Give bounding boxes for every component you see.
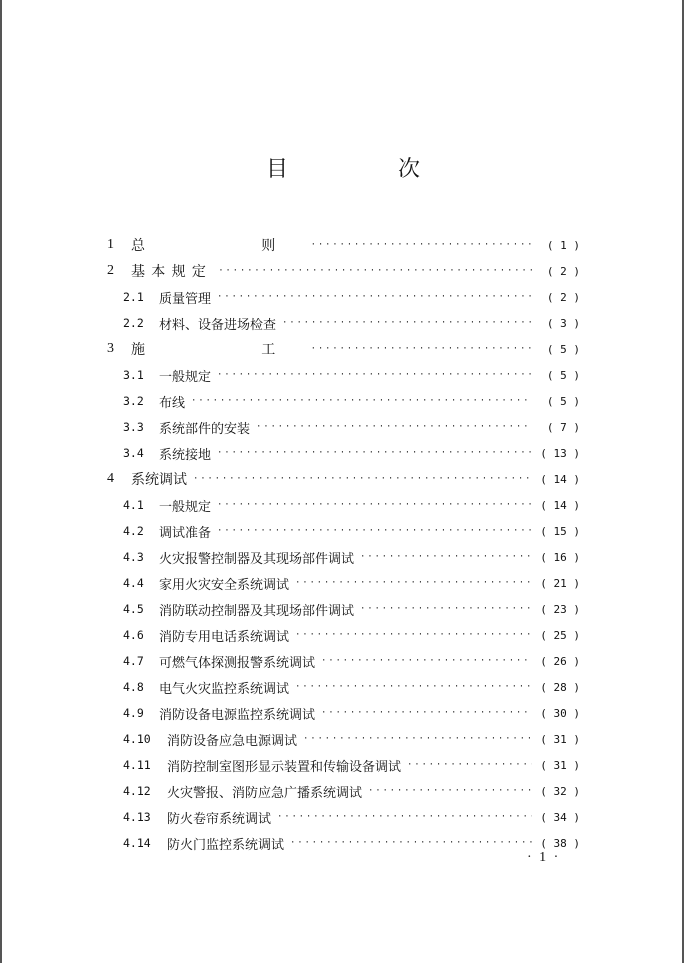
toc-entry-number: 3.1: [123, 368, 144, 382]
toc-leader-dots: [193, 474, 532, 484]
toc-entry-page: ( 14 ): [540, 498, 580, 512]
toc-entry-number: 4.11: [123, 758, 151, 772]
toc-leader-dots: [295, 682, 532, 692]
toc-entry-title: 一般规定: [159, 369, 212, 385]
toc-leader-dots: [217, 448, 532, 458]
toc-leader-dots: [217, 526, 532, 536]
toc-entry-title: 材料、设备进场检查: [159, 317, 277, 333]
toc-entry-page: ( 26 ): [540, 654, 580, 668]
toc-entry-title: 火灾报警控制器及其现场部件调试: [159, 551, 355, 567]
toc-leader-dots: [303, 734, 532, 744]
toc-entry-title: 布线: [159, 395, 186, 411]
page-number: · 1 ·: [527, 850, 561, 865]
toc-entry-number: 4.7: [123, 654, 144, 668]
toc-entry-4-11[interactable]: [123, 752, 580, 778]
toc-entry-number: 2.2: [123, 316, 144, 330]
toc-entry-number: 2.1: [123, 290, 144, 304]
toc-entry-page: ( 7 ): [546, 420, 580, 434]
toc-entry-number: 4.12: [123, 784, 151, 798]
toc-entry-title: 质量管理: [159, 291, 212, 307]
page-title: 目 次: [265, 157, 464, 182]
toc-entry-4-5[interactable]: [123, 596, 580, 622]
toc-entry-page: ( 15 ): [540, 524, 580, 538]
toc-entry-title: 调试准备: [159, 525, 212, 541]
toc-entry-3-4[interactable]: [123, 440, 580, 466]
toc-entry-number: 3.4: [123, 446, 144, 460]
toc-entry-page: ( 1 ): [546, 238, 580, 252]
toc-entry-page: ( 21 ): [540, 576, 580, 590]
toc-entry-title: 系统调试: [131, 472, 187, 488]
toc-entry-page: ( 14 ): [540, 472, 580, 486]
toc-entry-4[interactable]: [107, 466, 580, 492]
toc-entry-number: 4.3: [123, 550, 144, 564]
toc-entry-4-13[interactable]: [123, 804, 580, 830]
toc-entry-title: 家用火灾安全系统调试: [159, 577, 290, 593]
toc-entry-number: 4.8: [123, 680, 144, 694]
toc-entry-title: 基本规定: [131, 264, 213, 280]
toc-leader-dots: [218, 266, 532, 276]
toc-entry-page: ( 25 ): [540, 628, 580, 642]
toc-entry-title: 消防联动控制器及其现场部件调试: [159, 603, 355, 619]
toc-leader-dots: [290, 838, 532, 848]
toc-entry-number: 3: [107, 341, 114, 356]
toc-leader-dots: [321, 708, 532, 718]
toc-entry-3-1[interactable]: [123, 362, 580, 388]
toc-entry-number: 4.4: [123, 576, 144, 590]
toc-entry-number: 2: [107, 263, 114, 278]
toc-entry-title: 系统接地: [159, 447, 212, 463]
toc-leader-dots: [256, 422, 532, 432]
toc-entry-4-9[interactable]: [123, 700, 580, 726]
toc-entry-page: ( 5 ): [546, 368, 580, 382]
toc-entry-page: ( 30 ): [540, 706, 580, 720]
toc-entry-3-3[interactable]: [123, 414, 580, 440]
toc-entry-title: 消防设备应急电源调试: [167, 733, 298, 749]
toc-leader-dots: [311, 344, 532, 354]
toc-entry-number: 4.2: [123, 524, 144, 538]
toc-entry-page: ( 13 ): [540, 446, 580, 460]
toc-leader-dots: [368, 786, 532, 796]
toc-entry-title: 电气火灾监控系统调试: [159, 681, 290, 697]
toc-entry-number: 4.1: [123, 498, 144, 512]
toc-entry-4-1[interactable]: [123, 492, 580, 518]
toc-entry-4-7[interactable]: [123, 648, 580, 674]
toc-entry-number: 1: [107, 237, 114, 252]
toc-leader-dots: [217, 500, 532, 510]
toc-entry-title: 消防专用电话系统调试: [159, 629, 290, 645]
toc-leader-dots: [360, 552, 532, 562]
toc-entry-title: 防火门监控系统调试: [167, 837, 285, 853]
toc-entry-title: 可燃气体探测报警系统调试: [159, 655, 316, 671]
toc-entry-4-3[interactable]: [123, 544, 580, 570]
toc-entry-4-8[interactable]: [123, 674, 580, 700]
toc-entry-title: 防火卷帘系统调试: [167, 811, 272, 827]
toc-entry-page: ( 38 ): [540, 836, 580, 850]
toc-entry-1[interactable]: [107, 232, 580, 258]
toc-entry-page: ( 5 ): [546, 394, 580, 408]
toc-entry-2-1[interactable]: [123, 284, 580, 310]
toc-leader-dots: [217, 292, 532, 302]
toc-entry-2[interactable]: [107, 258, 580, 284]
toc-entry-4-12[interactable]: [123, 778, 580, 804]
toc-entry-page: ( 32 ): [540, 784, 580, 798]
toc-entry-4-10[interactable]: [123, 726, 580, 752]
toc-entry-page: ( 16 ): [540, 550, 580, 564]
toc-entry-4-6[interactable]: [123, 622, 580, 648]
toc-entry-page: ( 3 ): [546, 316, 580, 330]
toc-entry-number: 4.13: [123, 810, 151, 824]
toc-leader-dots: [311, 240, 532, 250]
toc-entry-page: ( 28 ): [540, 680, 580, 694]
toc-entry-4-14[interactable]: [123, 830, 580, 856]
toc-entry-page: ( 5 ): [546, 342, 580, 356]
toc-entry-page: ( 2 ): [546, 264, 580, 278]
toc-leader-dots: [191, 396, 532, 406]
toc-leader-dots: [295, 630, 532, 640]
toc-entry-title: 一般规定: [159, 499, 212, 515]
toc-entry-number: 4.10: [123, 732, 151, 746]
toc-entry-2-2[interactable]: [123, 310, 580, 336]
toc-entry-number: 4: [107, 471, 114, 486]
toc-leader-dots: [282, 318, 532, 328]
toc-entry-number: 4.14: [123, 836, 151, 850]
toc-entry-number: 4.5: [123, 602, 144, 616]
toc-entry-page: ( 31 ): [540, 758, 580, 772]
toc-leader-dots: [360, 604, 532, 614]
toc-entry-page: ( 34 ): [540, 810, 580, 824]
toc-entry-page: ( 31 ): [540, 732, 580, 746]
toc-leader-dots: [295, 578, 532, 588]
toc-entry-title: 火灾警报、消防应急广播系统调试: [167, 785, 363, 801]
toc-entry-page: ( 23 ): [540, 602, 580, 616]
toc-leader-dots: [407, 760, 532, 770]
toc-entry-page: ( 2 ): [546, 290, 580, 304]
toc-entry-4-2[interactable]: [123, 518, 580, 544]
toc-entry-number: 4.6: [123, 628, 144, 642]
toc-entry-title: 消防控制室图形显示装置和传输设备调试: [167, 759, 402, 775]
toc-entry-number: 3.2: [123, 394, 144, 408]
toc-entry-4-4[interactable]: [123, 570, 580, 596]
toc-entry-number: 4.9: [123, 706, 144, 720]
toc-entry-number: 3.3: [123, 420, 144, 434]
toc-leader-dots: [321, 656, 532, 666]
toc-leader-dots: [217, 370, 532, 380]
toc-leader-dots: [277, 812, 532, 822]
toc-entry-title: 消防设备电源监控系统调试: [159, 707, 316, 723]
toc-entry-title: 系统部件的安装: [159, 421, 251, 437]
toc-entry-3-2[interactable]: [123, 388, 580, 414]
toc-entry-3[interactable]: [107, 336, 580, 362]
toc-entry-title: 施 工: [131, 342, 305, 358]
toc-entry-title: 总 则: [131, 238, 305, 254]
